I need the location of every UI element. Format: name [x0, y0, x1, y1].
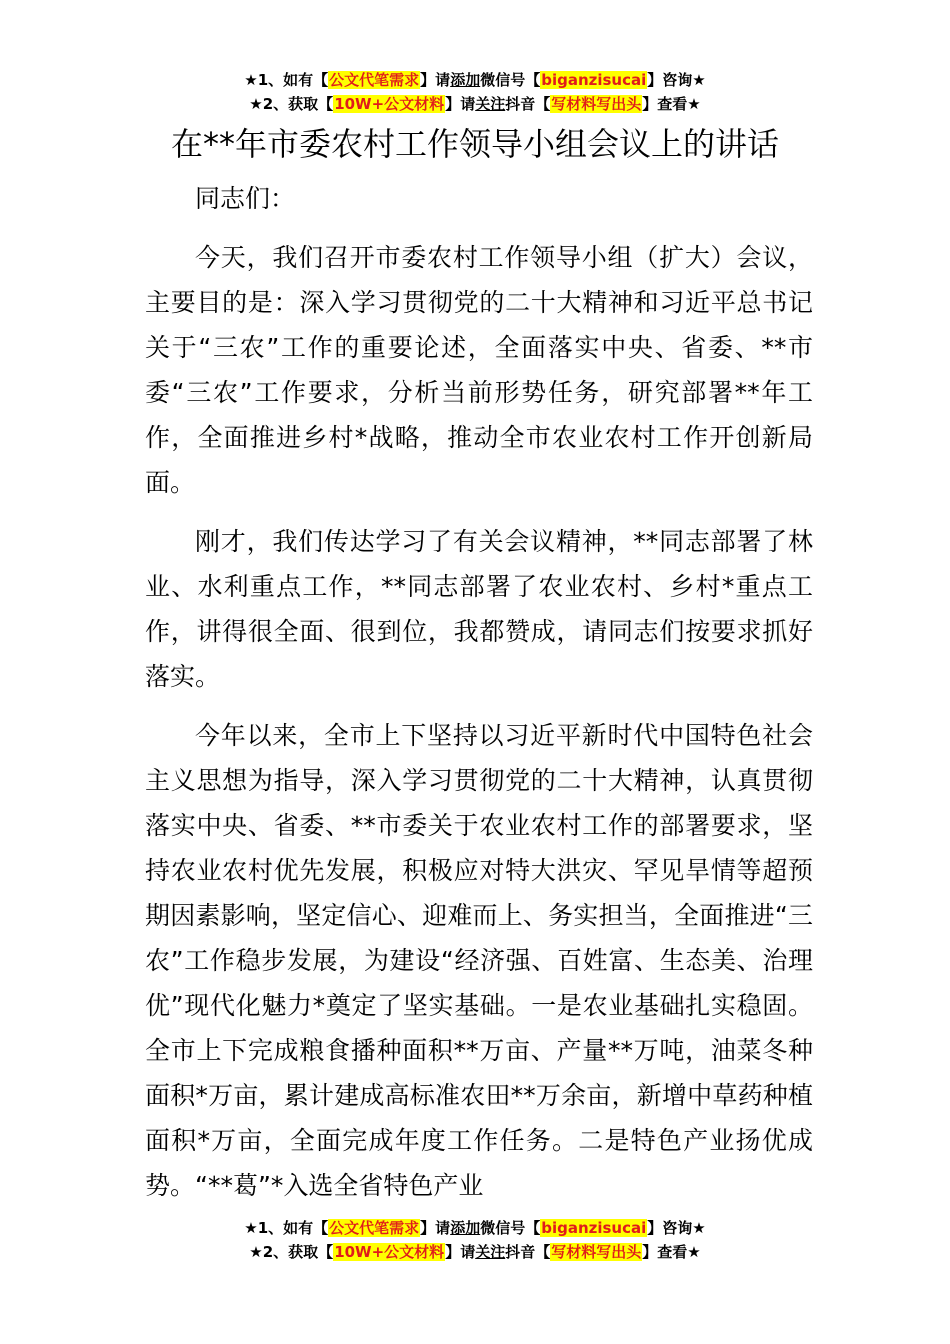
banner-text: ★2、获取【	[249, 95, 334, 113]
banner-highlight: 写材料写出头	[551, 1243, 642, 1261]
document-body	[145, 176, 813, 1222]
top-banner	[0, 68, 950, 116]
banner-text: ★2、获取【	[249, 1243, 334, 1261]
banner-text: 】请	[420, 71, 451, 89]
banner-highlight: 10W+公文材料	[334, 1243, 445, 1261]
banner-text: 】查看★	[642, 95, 701, 113]
banner-underline-text: 关注	[475, 95, 506, 113]
banner-text: 抖音【	[505, 1243, 551, 1261]
banner-line-2	[0, 1240, 950, 1264]
banner-underline-text: 添加	[450, 71, 481, 89]
banner-underline-text: 添加	[450, 1219, 481, 1237]
banner-text: 】查看★	[642, 1243, 701, 1261]
banner-highlight: 10W+公文材料	[334, 95, 445, 113]
banner-highlight: 公文代笔需求	[329, 1219, 420, 1237]
banner-text: 微信号【	[480, 1219, 541, 1237]
banner-highlight: 公文代笔需求	[329, 71, 420, 89]
paragraph-2: 刚才，我们传达学习了有关会议精神，**同志部署了林业、水利重点工作，**同志部署了农业农村、乡村*重点工作，讲得很全面、很到位，我都赞成，请同志们按要求抓好落实。	[145, 527, 813, 691]
banner-underline-text: 关注	[475, 1243, 506, 1261]
banner-text: 抖音【	[505, 95, 551, 113]
banner-highlight: biganzisucai	[541, 1219, 647, 1237]
banner-text: ★1、如有【	[244, 71, 329, 89]
banner-line-1	[0, 1216, 950, 1240]
paragraph-3: 今年以来，全市上下坚持以习近平新时代中国特色社会主义思想为指导，深入学习贯彻党的二十大精神，认真贯彻落实中央、省委、**市委关于农业农村工作的部署要求，坚持农业农村优先发展，积极应对特大洪灾、罕见旱情等超预期因素影响，坚定信心、迎难而上、务实担当，全面推进“三农”工作稳步发展，为建设“经济强、百姓富、生态美、治理优”现代化魅力*奠定了坚实基础。一是农业基础扎实稳固。全市上下完成粮食播种面积**万亩、产量**万吨，油菜冬种面积*万亩，累计建成高标准农田**万余亩，新增中草药种植面积*万亩，全面完成年度工作任务。二是特色产业扬优成势。“**葛”*入选全省特色产业	[145, 721, 813, 1200]
banner-text: 】请	[445, 95, 476, 113]
salutation: 同志们：	[195, 184, 296, 213]
banner-text: ★1、如有【	[244, 1219, 329, 1237]
banner-text: 】咨询★	[647, 71, 706, 89]
banner-text: 微信号【	[480, 71, 541, 89]
banner-highlight: biganzisucai	[541, 71, 647, 89]
banner-text: 】请	[445, 1243, 476, 1261]
bottom-banner	[0, 1216, 950, 1264]
banner-highlight: 写材料写出头	[551, 95, 642, 113]
banner-text: 】咨询★	[647, 1219, 706, 1237]
banner-line-2	[0, 92, 950, 116]
banner-text: 】请	[420, 1219, 451, 1237]
paragraph-1: 今天，我们召开市委农村工作领导小组（扩大）会议，主要目的是：深入学习贯彻党的二十大精神和习近平总书记关于“三农”工作的重要论述，全面落实中央、省委、**市委“三农”工作要求，分析当前形势任务，研究部署**年工作，全面推进乡村*战略，推动全市农业农村工作开创新局面。	[145, 243, 813, 497]
banner-line-1	[0, 68, 950, 92]
document-title: 在**年市委农村工作领导小组会议上的讲话	[170, 125, 779, 163]
